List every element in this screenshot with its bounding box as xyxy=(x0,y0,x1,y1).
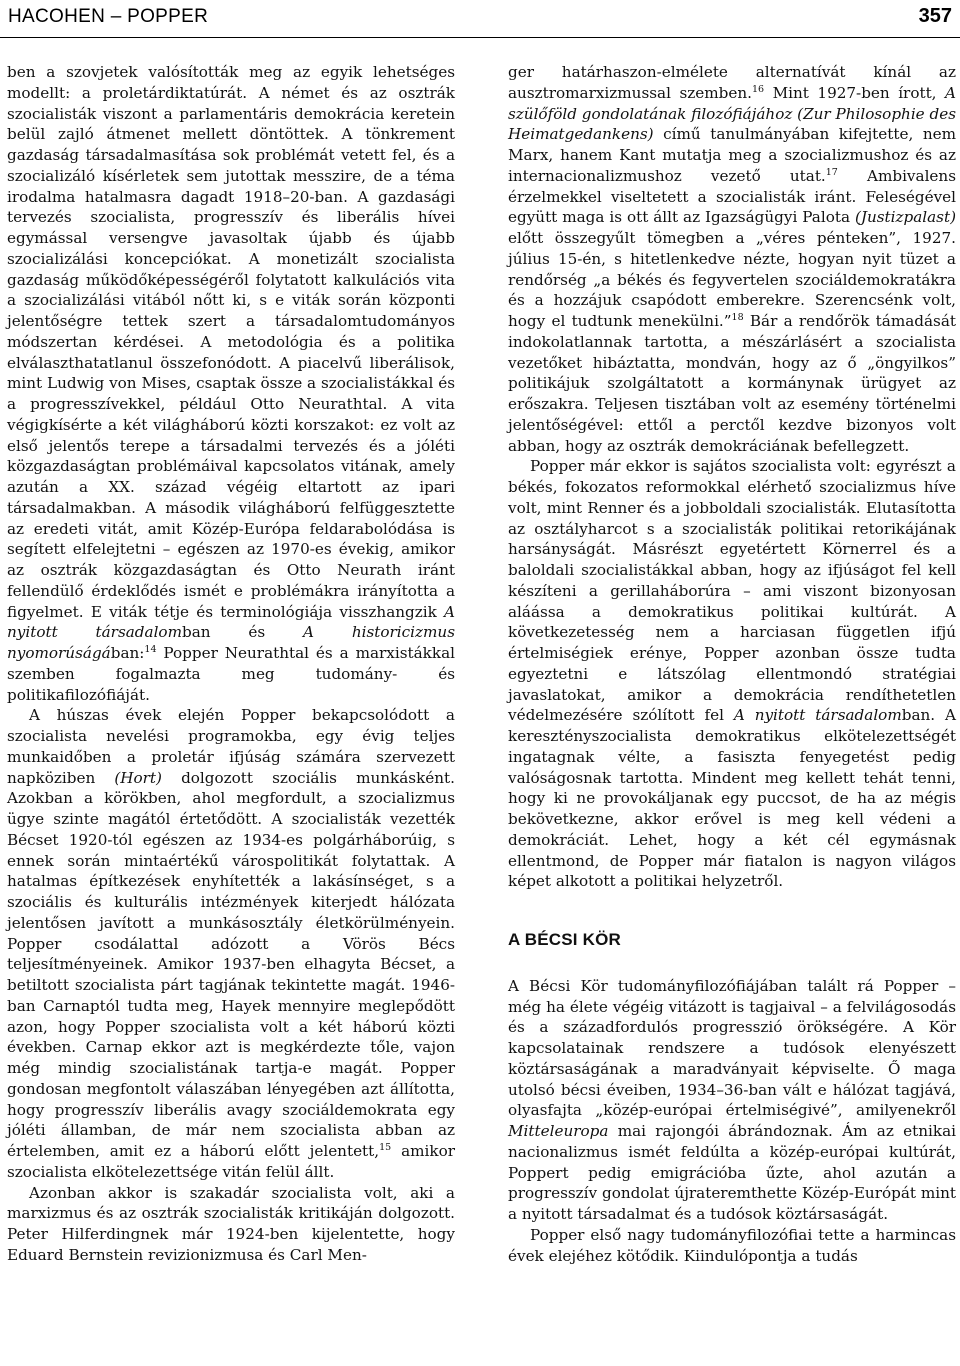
paragraph: ger határhaszon-elmélete alternatívát kínál az ausztromarxizmussal szemben.$^{16}$ Mint 1927-ben írott, A szülőföld gondolatának filozófiájához (Zur Philosophie des Heimatgedankens) című tanulmányában kifejtette, nem Marx, hanem Kant mutatja meg a szocializmushoz és az internacionalizmushoz vezető utat.$^{17}$ Ambivalens érzelmekkel viseltetett a szocialisták iránt. Feleségével együtt maga is ott állt az Igazságügyi Palota (Justizpalast) előtt összegyűlt tömegben a „véres pénteken”, 1927. július 15-én, s hitetlenkedve nézte, hogyan nyit tüzet a rendőrség „a békés és fegyvertelen szociáldemokratákra és a hozzájuk csapódott emberekre. Szerencsénk volt, hogy el tudtunk menekülni.”$^{18}$ Bár a rendőrök támadását indokolatlannak tartotta, a mészárlásért a szocialista vezetőket hibáztatta, mondván, hogy az ő „öngyilkos” politikájuk szolgáltatott a kormánynak ürügyet az erőszakra. Teljesen tisztában volt az esemény történelmi jelentőségével: ettől a perctől kezdve bizonyos volt abban, hogy az osztrák demokráciának befellegzett. xyxy=(508,63,957,455)
running-header xyxy=(0,0,960,36)
paragraph: A Bécsi Kör tudományfilozófiájában talált rá Popper – még ha élete végéig vitázott is tagjaival – a felvilágosodás és a századfordulós progresszió örökségére. A Kör kapcsolatainak rendszere a tudósok elenyészett köztársaságának a maradványait képviselte. Ő maga utolsó bécsi éveiben, 1934–36-ban vált e hálózat tagjává, olyasfajta „közép-európai értelmiségivé”, amilyenekről Mitteleuropa mai rajongói ábrándoznak. Ám az etnikai nacionalizmus ismét feldúlta a közép-európai kultúrát, Poppert pedig emigrációba űzte, ahol azután a progresszív gondolat újrateremthette Közép-Európát mint a nyitott társadalmat és a tudósok köztársaságát. xyxy=(508,976,956,1223)
running-title: HACOHEN – POPPER xyxy=(8,6,209,27)
paragraph: Popper már ekkor is sajátos szocialista volt: egyrészt a békés, fokozatos reformokkal elérhető szocializmus híve volt, mint Renner és a jobboldali szocialisták. Elutasította az osztályharcot s a szocialisták politikai retorikájának harsányságát. Másrészt egyetértett Körnerrel és a baloldali szocialistákkal abban, hogy az ifjúságot fel kell készíteni a gerillaháborúra – ami viszont bizonyosan aláássa a demokratikus politikai kultúrát. A következetesség nem a harciasan független ifjú értelmiségiek erénye, Popper azonban össze tudta egyeztetni e látszólag ellentmondó stratégiai javaslatokat, amikor a demokrácia rendíthetetlen védelmezésére szólított fel A nyitott társadalomban. A keresztényszocialista demokratikus elkötelezettségét ingatagnak vélte, a fasiszta fenyegetést pedig valóságosnak tartotta. Mindent meg kellett tehát tenni, hogy ki ne provokáljanak egy puccsot, de ha az mégis bekövetkezne, akkor erővel is meg kell védeni a demokráciát. Lehet, hogy a két cél egymásnak ellentmond, de Popper már fiatalon is nagyon világos képet alkotott a politikai helyzetről. xyxy=(508,457,956,891)
page-number: 357 xyxy=(918,5,952,27)
footnote-ref: 18 xyxy=(731,311,744,323)
paragraph: Popper első nagy tudományfilozófiai tette a harmincas évek elejéhez kötődik. Kiindulópontja a tudás xyxy=(508,1225,956,1265)
paragraph: Azonban akkor is szakadár szocialista volt, aki a marxizmus és az osztrák szocialisták kritikáján dolgozott. Peter Hilferdingnek már 1924-ben kijelentette, hogy Eduard Bernstein revizionizmusa és Carl Men- xyxy=(7,1183,455,1264)
right-column xyxy=(508,62,956,1266)
footnote-ref: 17 xyxy=(825,166,838,178)
paragraph: A húszas évek elején Popper bekapcsolódott a szocialista nevelési programokba, egy évig teljes munkaidőben a proletár ifjúság számára szervezett napköziben (Hort) dolgozott szociális munkásként. Azokban a körökben, ahol megfordult, a szocializmus ügye szinte magától értetődött. A szocialisták vezették Bécset 1920-tól egészen az 1934-es polgárháborúig, s ennek során mintaértékű várospolitikát folytattak. A hatalmas építkezések enyhítették a lakásínséget, s a szociális és kulturális intézmények kiterjedt hálózata jelentősen javított a munkásosztály életkörülményein. Popper csodálattal adózott a Vörös Bécs teljesítményeinek. Amikor 1937-ben elhagyta Bécset, a betiltott szocialista párt tagjának tekintette magát. 1946-ban Carnaptól tudta meg, Hayek mennyire meglepődött azon, hogy Popper szocialista volt a két háború közti években. Carnap ekkor azt is megkérdezte tőle, vajon még mindig szocialistának tartja-e magát. Popper gondosan megfontolt válaszában lényegében azt állította, hogy progresszív liberális avagy szociáldemokrata egy jóléti államban, de már nem szocialista abban az értelemben, amit ez a háború előtt jelentett,$^{15}$ amikor szocialista elkötelezettsége vitán felül állt. xyxy=(7,706,455,1181)
paragraph: ben a szovjetek valósították meg az egyik lehetséges modellt: a proletárdiktatúrát. A német és az osztrák szocialisták viszont a parlamentáris demokrácia keretein belül zajló átmenet mellett döntöttek. A tönkrement gazdaság társadalmasítása sok problémát vetett fel, és a szocializáló kísérletek sem jutottak messzire, de a téma irodalma hatalmasra dagadt 1918–20-ban. A gazdasági tervezés szocialista, progresszív és liberális hívei egymással versengve javasoltak újabb és újabb szocializálási koncepciókat. A monetizált szocialista gazdaság működőképességéről folytatott kalkulációs vita a szocializálási vitából nőtt ki, s e viták során központi jelentőségre tettek szert a társadalomtudományos módszertan kérdései. A metodológia és a politika elválaszthatatlanul összefonódott. A piacelvű liberálisok, mint Ludwig von Mises, csaptak össze a szocialistákkal és a progresszívekkel, például Otto Neurathtal. A vita végigkísérte a két világháború közti korszakot: ez volt az első jelentős terepe a társadalmi tervezés és a jóléti közgazdaságtan problémáival kapcsolatos vitának, amely azután a XX. század végéig eltartott az ipari társadalmakban. A második világháború felfüggesztette az eredeti vitát, amit Közép-Európa feldarabolódása is segített elfelejtetni – egészen az 1970-es évekig, amikor az osztrák közgazdaságtan és Otto Neurath iránt fellendülő érdeklődés ismét e problémákra irányította a figyelmet. E viták tétje és terminológiája visszhangzik A nyitott társadalomban és A historicizmus nyomorúságában:$^{14}$ Popper Neurathtal és a marxistákkal szemben fogalmazta meg tudomány- és politikafilozófiáját. xyxy=(7,63,456,704)
footnote-ref: 14 xyxy=(144,643,157,655)
footnote-ref: 15 xyxy=(379,1141,392,1153)
section-heading: A BÉCSI KÖR xyxy=(508,930,622,949)
footnote-ref: 16 xyxy=(751,83,765,95)
left-column xyxy=(7,62,455,1266)
header-rule xyxy=(0,37,960,38)
